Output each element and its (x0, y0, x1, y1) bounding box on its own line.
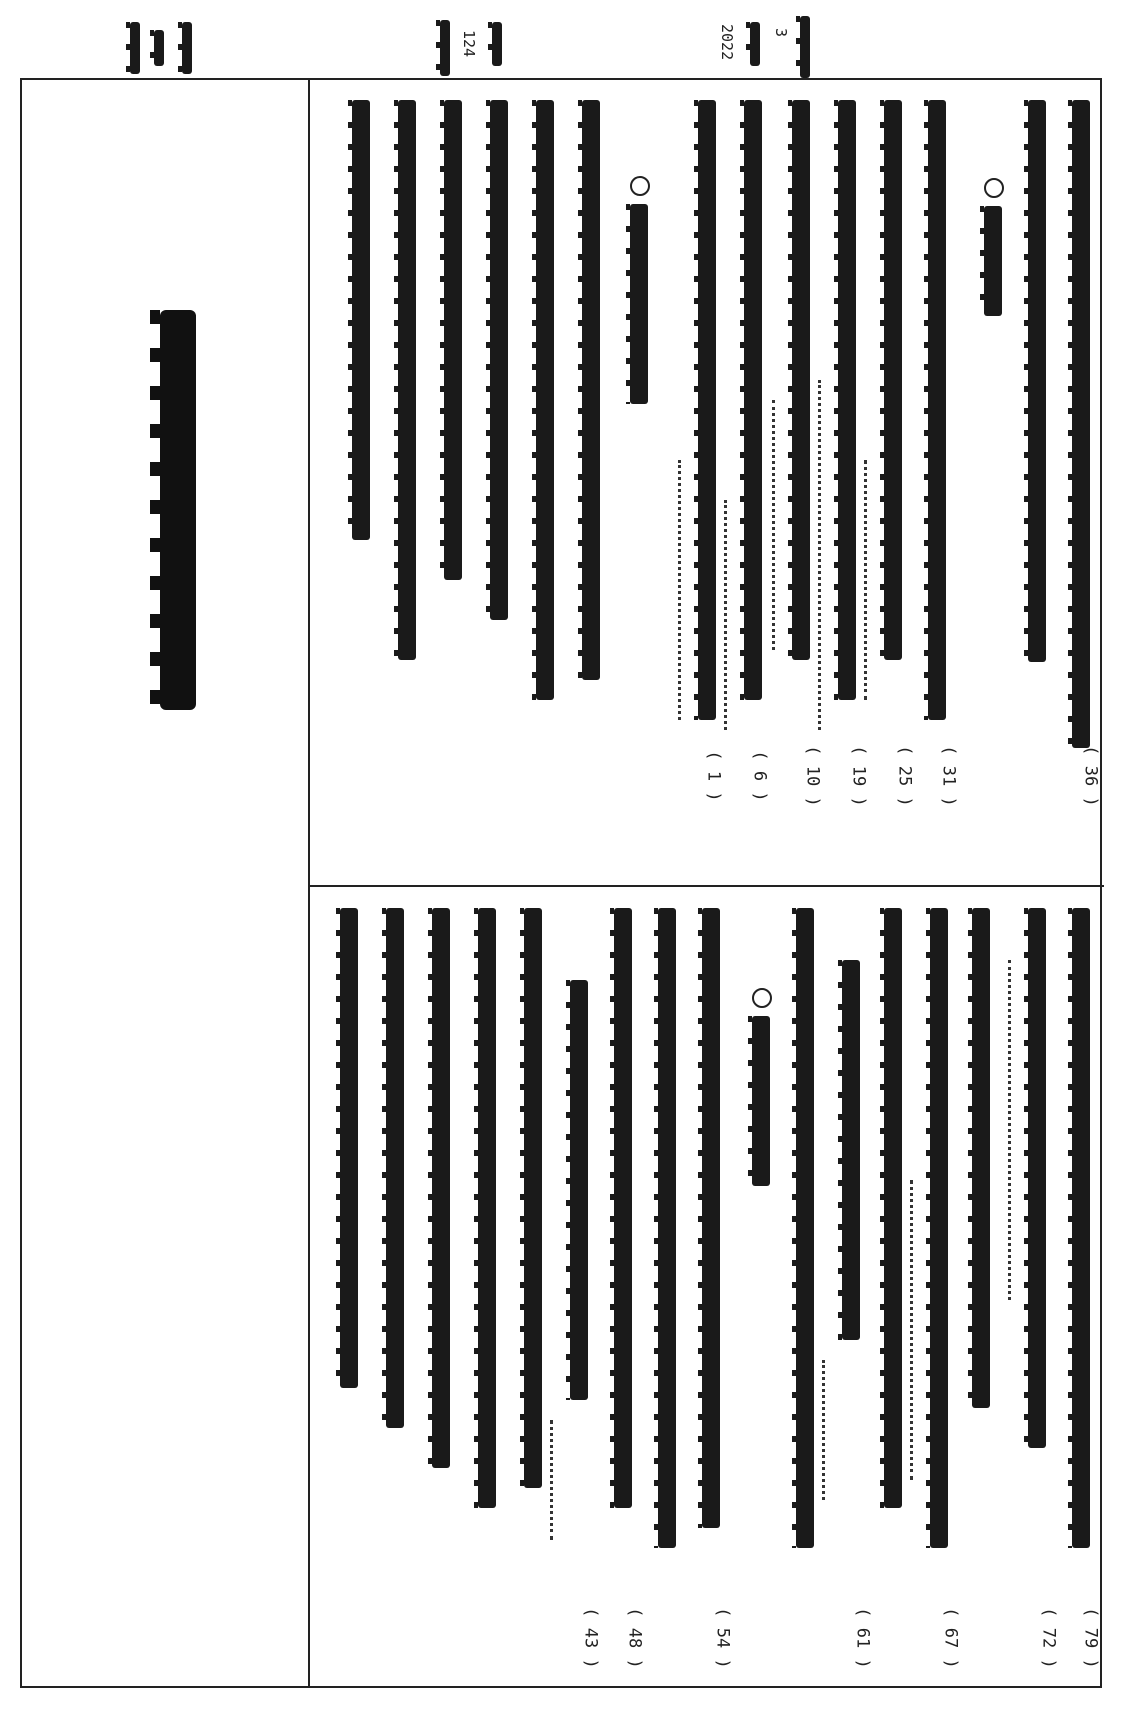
section-circle-icon (984, 178, 1004, 198)
section-heading (752, 1016, 770, 1186)
header-mongolian-label-6 (800, 16, 810, 78)
page-number: ( 79 ) (1080, 1607, 1101, 1669)
header-mongolian-label-5 (440, 20, 450, 76)
column-divider (308, 80, 310, 1686)
toc-entry-line (614, 908, 632, 1508)
page-number: ( 67 ) (940, 1607, 961, 1669)
dot-leader (724, 500, 727, 730)
dot-leader (1008, 960, 1011, 1300)
dot-leader (678, 460, 681, 720)
toc-entry-line (744, 100, 762, 700)
dot-leader (772, 400, 775, 650)
toc-entry-line (884, 100, 902, 660)
toc-entry-line (444, 100, 462, 580)
page-number: ( 61 ) (852, 1607, 873, 1669)
toc-entry-line (884, 908, 902, 1508)
toc-entry-line (972, 908, 990, 1408)
toc-entry-line (1028, 908, 1046, 1448)
volume-number: 124 (460, 30, 478, 58)
year-number: 2022 (718, 24, 736, 61)
section-circle-icon (630, 176, 650, 196)
toc-entry-line (702, 908, 720, 1528)
toc-entry-line (1072, 908, 1090, 1548)
toc-entry-line (842, 960, 860, 1340)
page-number: ( 48 ) (624, 1607, 645, 1669)
section-heading (984, 206, 1002, 316)
contents-frame (20, 78, 1102, 1688)
toc-entry-line (478, 908, 496, 1508)
header-mongolian-label-7 (750, 22, 760, 66)
toc-entry-line (792, 100, 810, 660)
toc-entry-line (838, 100, 856, 700)
page-number: ( 10 ) (802, 745, 823, 807)
section-heading (630, 204, 648, 404)
header-mongolian-label-3 (130, 22, 140, 74)
dot-leader (864, 460, 867, 700)
toc-entry-line (386, 908, 404, 1428)
toc-entry-line (658, 908, 676, 1548)
toc-entry-line (698, 100, 716, 720)
toc-entry-line (796, 908, 814, 1548)
toc-entry-line (536, 100, 554, 700)
dot-leader (550, 1420, 553, 1540)
page-number: ( 31 ) (938, 745, 959, 807)
section-circle-icon (752, 988, 772, 1008)
page-number: ( 25 ) (894, 745, 915, 807)
header-mongolian-label-2 (154, 30, 164, 66)
page-number: ( 54 ) (712, 1607, 733, 1669)
toc-entry-line (398, 100, 416, 660)
page-number: ( 72 ) (1038, 1607, 1059, 1669)
toc-entry-line (570, 980, 588, 1400)
header-mongolian-label-1 (182, 22, 192, 74)
issue-number: 3 (772, 28, 790, 38)
journal-title (160, 310, 196, 710)
toc-entry-line (928, 100, 946, 720)
toc-entry-line (352, 100, 370, 540)
page-number: ( 19 ) (848, 745, 869, 807)
toc-entry-line (340, 908, 358, 1388)
toc-entry-line (582, 100, 600, 680)
toc-entry-line (490, 100, 508, 620)
page-number: ( 6 ) (749, 750, 770, 802)
header-mongolian-label-4 (492, 22, 502, 66)
page-number: ( 36 ) (1080, 745, 1101, 807)
dot-leader (822, 1360, 825, 1500)
toc-entry-line (1072, 100, 1090, 748)
toc-entry-line (432, 908, 450, 1468)
page-number: ( 1 ) (703, 750, 724, 802)
dot-leader (818, 380, 821, 730)
toc-entry-line (524, 908, 542, 1488)
row-divider (308, 885, 1104, 887)
toc-entry-line (930, 908, 948, 1548)
page-number: ( 43 ) (580, 1607, 601, 1669)
dot-leader (910, 1180, 913, 1480)
toc-entry-line (1028, 100, 1046, 662)
